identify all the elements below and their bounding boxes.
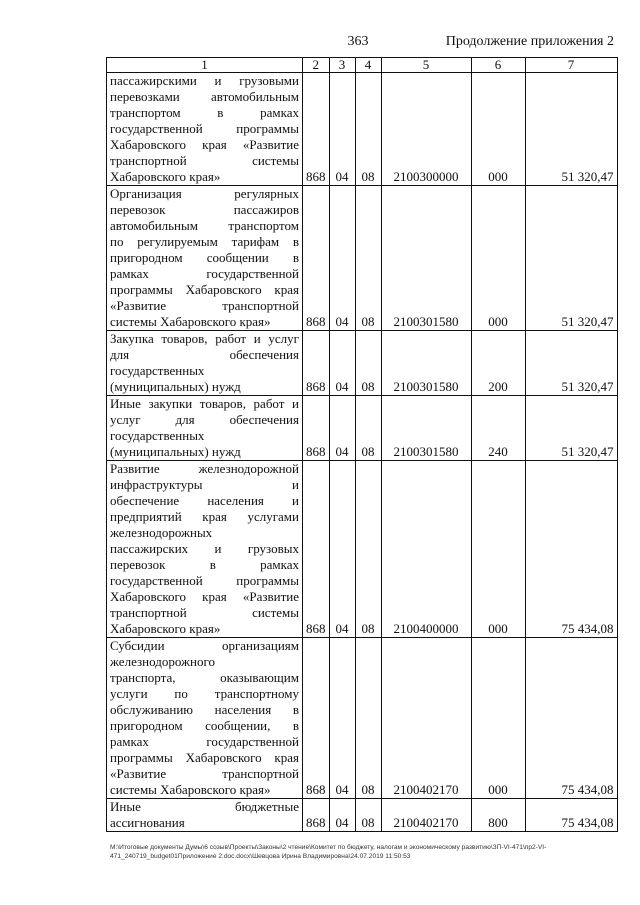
description-line: Хабаровского края» (110, 169, 221, 184)
subsection-code: 08 (355, 331, 381, 396)
amount: 51 320,47 (525, 186, 617, 331)
description-line: «Развитие транспортной (110, 766, 299, 781)
description-line: (муниципальных) нужд (110, 379, 241, 394)
column-header: 7 (525, 58, 617, 73)
section-code: 04 (329, 73, 355, 186)
expense-type-code: 000 (471, 186, 525, 331)
file-path-line: М:\Итоговые документы Думы\6 созыв\Проекты\Законы\2 чтение\Комитет по бюджету, налогам и экономическому развитию\ЗП-VI-471\пр2-VI- (110, 844, 547, 851)
subsection-code: 08 (355, 799, 381, 832)
amount: 51 320,47 (525, 331, 617, 396)
description-line: транспортной системы (110, 605, 299, 620)
expense-type-code: 000 (471, 73, 525, 186)
description-line: услуг для обеспечения (110, 412, 299, 427)
subsection-code: 08 (355, 461, 381, 638)
row-description (107, 186, 303, 331)
expense-type-code: 000 (471, 461, 525, 638)
description-line: железнодорожного (110, 654, 215, 669)
description-line: транспортом в рамках (110, 105, 299, 120)
description-line: «Развитие транспортной (110, 298, 299, 313)
row-description (107, 799, 303, 832)
subsection-code: 08 (355, 396, 381, 461)
column-header: 1 (107, 58, 303, 73)
row-description (107, 396, 303, 461)
description-line: для обеспечения (110, 347, 299, 362)
description-line: программы Хабаровского края (110, 750, 299, 765)
description-line: перевозок пассажиров (110, 202, 299, 217)
description-line: Развитие железнодорожной (110, 461, 299, 476)
file-path-line: 471_240719_budget01Приложение 2.doc.docx\Шевцова Ирина Владимировна\24.07.2019 11:50:53 (110, 853, 411, 860)
column-header: 5 (381, 58, 471, 73)
description-line: Организация регулярных (110, 186, 299, 201)
description-line: предприятий края услугами (110, 509, 299, 524)
description-line: Субсидии организациям (110, 638, 299, 653)
description-line: Закупка товаров, работ и услуг (110, 331, 299, 346)
target-article-code: 2100402170 (381, 799, 471, 832)
table-row (107, 331, 618, 396)
amount: 75 434,08 (525, 638, 617, 799)
file-path-footer (110, 843, 616, 861)
subsection-code: 08 (355, 638, 381, 799)
table-row (107, 186, 618, 331)
amount: 75 434,08 (525, 461, 617, 638)
row-description (107, 461, 303, 638)
table-row (107, 396, 618, 461)
description-line: рамках государственной (110, 266, 299, 281)
table-row (107, 638, 618, 799)
description-line: системы Хабаровского края» (110, 314, 271, 329)
section-code: 04 (329, 396, 355, 461)
description-line: программы Хабаровского края (110, 282, 299, 297)
description-line: государственных (110, 363, 205, 378)
description-line: пассажирских и грузовых (110, 541, 299, 556)
table-row (107, 461, 618, 638)
admin-code: 868 (303, 638, 330, 799)
description-line: (муниципальных) нужд (110, 444, 241, 459)
description-line: государственных (110, 428, 205, 443)
expense-type-code: 200 (471, 331, 525, 396)
subsection-code: 08 (355, 186, 381, 331)
description-line: пригородном сообщении в (110, 250, 299, 265)
row-description (107, 331, 303, 396)
description-line: транспорта, оказывающим (110, 670, 299, 685)
admin-code: 868 (303, 799, 330, 832)
target-article-code: 2100402170 (381, 638, 471, 799)
admin-code: 868 (303, 186, 330, 331)
target-article-code: 2100301580 (381, 186, 471, 331)
expense-type-code: 000 (471, 638, 525, 799)
header-row (107, 58, 618, 73)
expense-type-code: 240 (471, 396, 525, 461)
section-code: 04 (329, 461, 355, 638)
amount: 51 320,47 (525, 396, 617, 461)
description-line: по регулируемым тарифам в (110, 234, 299, 249)
description-line: железнодорожных (110, 525, 213, 540)
description-line: пригородном сообщении, в (110, 718, 299, 733)
column-header: 3 (329, 58, 355, 73)
column-header: 2 (303, 58, 330, 73)
section-code: 04 (329, 638, 355, 799)
description-line: транспортной системы (110, 153, 299, 168)
description-line: ассигнования (110, 815, 185, 830)
table-row (107, 73, 618, 186)
description-line: пассажирскими и грузовыми (110, 73, 299, 88)
admin-code: 868 (303, 73, 330, 186)
section-code: 04 (329, 331, 355, 396)
subsection-code: 08 (355, 73, 381, 186)
description-line: услуги по транспортному (110, 686, 299, 701)
admin-code: 868 (303, 461, 330, 638)
description-line: Хабаровского края «Развитие (110, 137, 299, 152)
table-row (107, 799, 618, 832)
row-description (107, 73, 303, 186)
description-line: Иные закупки товаров, работ и (110, 396, 299, 411)
column-header: 4 (355, 58, 381, 73)
target-article-code: 2100400000 (381, 461, 471, 638)
admin-code: 868 (303, 331, 330, 396)
page-number: 363 (347, 34, 369, 49)
budget-table (106, 57, 618, 832)
description-line: рамках государственной (110, 734, 299, 749)
description-line: автомобильным транспортом (110, 218, 299, 233)
description-line: Иные бюджетные (110, 799, 299, 814)
description-line: обеспечение населения и (110, 493, 299, 508)
column-header: 6 (471, 58, 525, 73)
description-line: перевозок в рамках (110, 557, 299, 572)
description-line: перевозками автомобильным (110, 89, 299, 104)
section-code: 04 (329, 186, 355, 331)
section-code: 04 (329, 799, 355, 832)
description-line: Хабаровского края» (110, 621, 221, 636)
continuation-label: Продолжение приложения 2 (445, 34, 614, 49)
target-article-code: 2100301580 (381, 396, 471, 461)
target-article-code: 2100300000 (381, 73, 471, 186)
description-line: системы Хабаровского края» (110, 782, 271, 797)
target-article-code: 2100301580 (381, 331, 471, 396)
description-line: государственной программы (110, 573, 299, 588)
expense-type-code: 800 (471, 799, 525, 832)
description-line: инфраструктуры и (110, 477, 299, 492)
amount: 75 434,08 (525, 799, 617, 832)
description-line: государственной программы (110, 121, 299, 136)
description-line: Хабаровского края «Развитие (110, 589, 299, 604)
description-line: обслуживанию населения в (110, 702, 299, 717)
admin-code: 868 (303, 396, 330, 461)
row-description (107, 638, 303, 799)
amount: 51 320,47 (525, 73, 617, 186)
